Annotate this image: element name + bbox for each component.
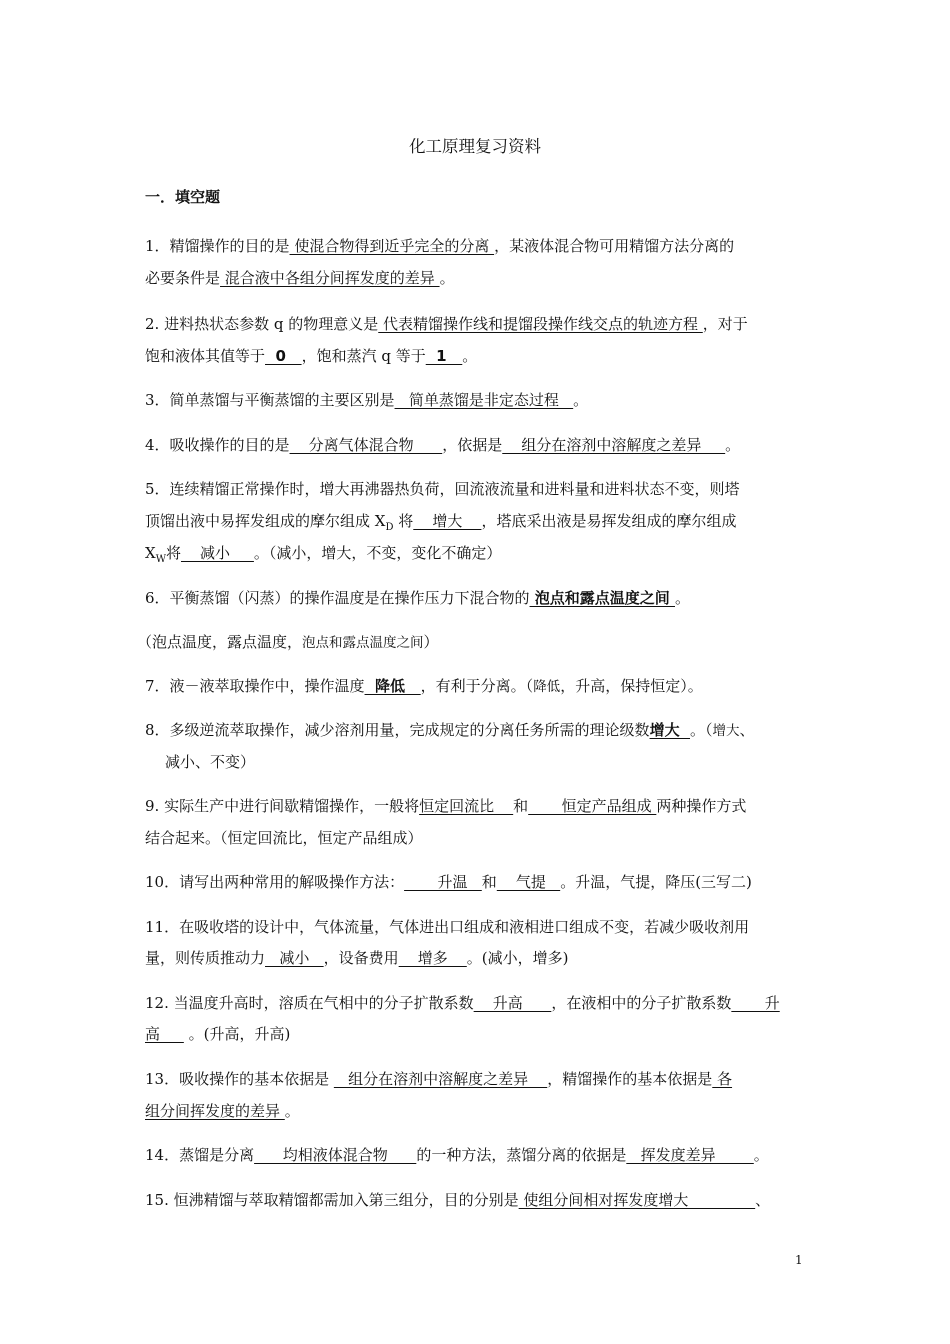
question-8-line-2: 减小、不变） [165, 753, 256, 771]
question-5-line-2: 顶馏出液中易挥发组成的摩尔组成 $X_D$ 将 增大 ，塔底采出液是易挥发组成的摩尔组成 [145, 512, 737, 533]
answer-blank: 增大 [413, 512, 482, 530]
question-9-line-1: 9. 实际生产中进行间歇精馏操作，一般将恒定回流比 和 恒定产品组成 两种操作方式 [145, 797, 747, 815]
answer-blank: 组分间挥发度的差异 [145, 1102, 285, 1120]
question-12-line-2: 高 。(升高，升高) [145, 1025, 291, 1043]
answer-blank: 使组分间相对挥发度增大 [518, 1191, 756, 1209]
answer-blank: 简单蒸馏是非定态过程 [394, 391, 574, 409]
question-2-line-1: 2. 进料热状态参数 q 的物理意义是 代表精馏操作线和提馏段操作线交点的轨迹方程 ，对于 [145, 315, 748, 333]
question-9-line-2: 结合起来。（恒定回流比，恒定产品组成） [145, 829, 423, 847]
answer-blank: 泡点和露点温度之间 [529, 589, 675, 607]
question-3: 3．简单蒸馏与平衡蒸馏的主要区别是 简单蒸馏是非定态过程 。 [145, 391, 589, 409]
answer-blank: 恒定回流比 [419, 797, 514, 815]
answer-blank: 升 [731, 994, 780, 1012]
page-number: 1 [795, 1253, 803, 1267]
question-15: 15. 恒沸精馏与萃取精馏都需加入第三组分，目的分别是 使组分间相对挥发度增大 、 [145, 1191, 771, 1209]
question-11-line-1: 11．在吸收塔的设计中，气体流量，气体进出口组成和液相进口组成不变，若减少吸收剂用 [145, 918, 750, 936]
answer-blank: 减小 [180, 544, 254, 562]
question-8-line-1: 8．多级逆流萃取操作，减少溶剂用量，完成规定的分离任务所需的理论级数增大 。（增大、 [145, 721, 755, 739]
answer-blank: 组分在溶剂中溶解度之差异 [502, 436, 726, 454]
answer-blank: 升高 [473, 994, 552, 1012]
answer-blank: 恒定产品组成 [528, 797, 657, 815]
answer-blank: 高 [145, 1025, 184, 1043]
answer-blank: 挥发度差异 [626, 1146, 754, 1164]
page-title: 化工原理复习资料 [409, 137, 541, 156]
answer-blank: 分离气体混合物 [289, 436, 443, 454]
question-11-line-2: 量，则传质推动力 减小 ，设备费用 增多 。(减小，增多) [145, 949, 569, 967]
question-12-line-1: 12. 当温度升高时，溶质在气相中的分子扩散系数 升高 ，在液相中的分子扩散系数 升 [145, 994, 780, 1012]
question-4: 4．吸收操作的目的是 分离气体混合物 ，依据是 组分在溶剂中溶解度之差异 。 [145, 436, 741, 454]
answer-blank: 代表精馏操作线和提馏段操作线交点的轨迹方程 [378, 315, 703, 333]
answer-blank: 使混合物得到近乎完全的分离 [289, 237, 495, 255]
answer-blank: 增多 [398, 949, 467, 967]
question-2-line-2: 饱和液体其值等于 0 ，饱和蒸汽 q 等于 1 。 [145, 347, 478, 365]
section-heading: 一．填空题 [145, 188, 221, 206]
question-14: 14．蒸馏是分离 均相液体混合物 的一种方法，蒸馏分离的依据是 挥发度差异 。 [145, 1146, 769, 1164]
answer-blank: 气提 [496, 873, 561, 891]
answer-blank: 升温 [404, 873, 482, 891]
question-1-line-1: 1．精馏操作的目的是 使混合物得到近乎完全的分离 ，某液体混合物可用精馏方法分离的 [145, 237, 735, 255]
question-1-line-2: 必要条件是 混合液中各组分间挥发度的差异 。 [145, 269, 455, 287]
question-10: 10．请写出两种常用的解吸操作方法： 升温 和 气提 。升温，气提，降压(三写二) [145, 873, 752, 891]
question-7: 7．液－液萃取操作中，操作温度 降低 ，有利于分离。（降低，升高，保持恒定）。 [145, 677, 703, 695]
question-6-options: （泡点温度，露点温度，泡点和露点温度之间） [137, 633, 439, 651]
answer-blank: 增大 [649, 721, 691, 739]
question-6-line-1: 6．平衡蒸馏（闪蒸）的操作温度是在操作压力下混合物的 泡点和露点温度之间 。 [145, 589, 691, 607]
answer-blank: 组分在溶剂中溶解度之差异 [333, 1070, 548, 1088]
answer-blank: 1 [425, 347, 463, 365]
question-5-line-3: $X_W$将 减小 。（减小，增大，不变，变化不确定） [145, 544, 502, 565]
symbol-xw: $X_W$ [145, 544, 166, 565]
answer-blank: 0 [265, 347, 302, 365]
question-13-line-1: 13．吸收操作的基本依据是 组分在溶剂中溶解度之差异 ，精馏操作的基本依据是 各 [145, 1070, 733, 1088]
answer-blank: 均相液体混合物 [254, 1146, 417, 1164]
answer-blank: 减小 [265, 949, 324, 967]
answer-blank: 各 [712, 1070, 733, 1088]
answer-blank: 降低 [364, 677, 421, 695]
question-13-line-2: 组分间挥发度的差异 。 [145, 1102, 300, 1120]
answer-blank: 混合液中各组分间挥发度的差异 [220, 269, 440, 287]
question-5-line-1: 5．连续精馏正常操作时，增大再沸器热负荷，回流液流量和进料量和进料状态不变，则塔 [145, 480, 740, 498]
symbol-xd: $X_D$ [374, 512, 394, 533]
